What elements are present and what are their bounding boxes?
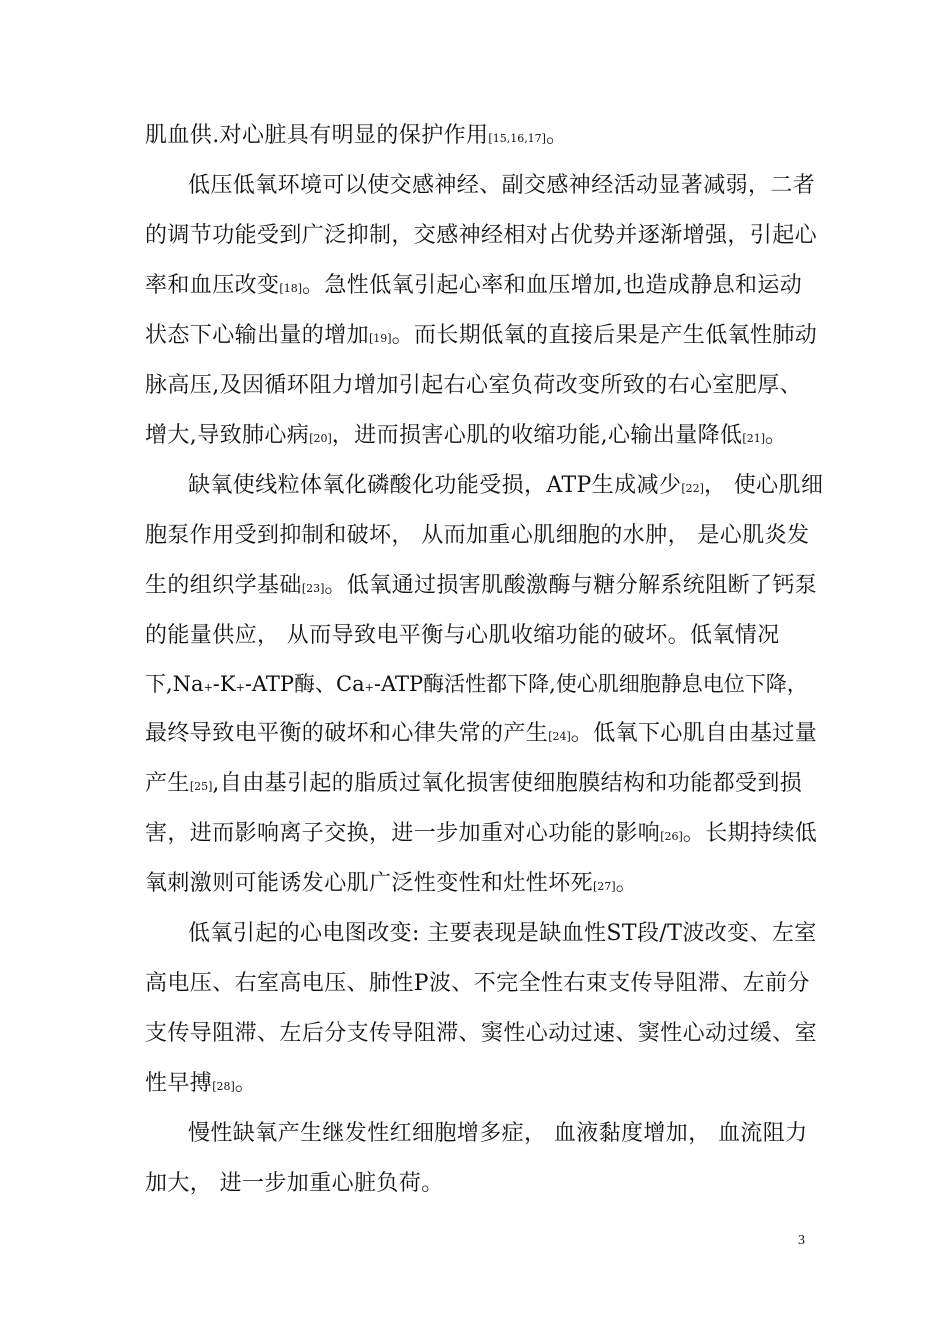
- text-line: 的调节功能受到广泛抑制，交感神经相对占优势并逐渐增强，引起心: [145, 223, 818, 248]
- text-line: 支传导阻滞、左后分支传导阻滞、窦性心动过速、窦性心动过缓、室: [145, 1021, 818, 1046]
- citation: [28]: [212, 1080, 235, 1093]
- paragraph-first-line: 低氧引起的心电图改变: 主要表现是缺血性ST段/T波改变、左室: [188, 921, 817, 946]
- citation: [25]: [189, 780, 213, 793]
- citation: [27]: [593, 880, 616, 893]
- ion-charge: +: [203, 681, 213, 694]
- paragraph-first-line: 慢性缺氧产生继发性红细胞增多症， 血液黏度增加， 血流阻力: [188, 1121, 808, 1146]
- citation: [19]: [369, 332, 392, 345]
- text-line: 脉高压,及因循环阻力增加引起右心室负荷改变所致的右心室肥厚、: [145, 373, 802, 398]
- citation: [23]: [301, 582, 325, 595]
- text-line: 生的组织学基础[23]。低氧通过损害肌酸激酶与糖分解系统阻断了钙泵: [145, 573, 818, 598]
- text-line: 性早搏[28]。: [145, 1071, 258, 1096]
- citation: [20]: [309, 432, 332, 445]
- text-line: 胞泵作用受到抑制和破坏， 从而加重心肌细胞的水肿， 是心肌炎发: [145, 523, 810, 548]
- text-line: 氧刺激则可能诱发心肌广泛性变性和灶性坏死[27]。: [145, 871, 639, 896]
- paragraph-first-line: 缺氧使线粒体氧化磷酸化功能受损，ATP生成减少[22]， 使心肌细: [188, 473, 824, 498]
- paragraph-first-line: 低压低氧环境可以使交感神经、副交感神经活动显著减弱，二者: [188, 173, 816, 198]
- citation: [15,16,17]: [488, 132, 546, 145]
- text-line: 肌血供.对心脏具有明显的保护作用[15,16,17]。: [145, 123, 569, 148]
- text-line: 最终导致电平衡的破坏和心律失常的产生[24]。低氧下心肌自由基过量: [145, 721, 818, 746]
- citation: [26]: [660, 830, 683, 843]
- text-line: 的能量供应， 从而导致电平衡与心肌收缩功能的破坏。低氧情况: [145, 623, 780, 648]
- text-line: 害，进而影响离子交换，进一步加重对心功能的影响[26]。长期持续低: [145, 821, 818, 846]
- text-line: 状态下心输出量的增加[19]。而长期低氧的直接后果是产生低氧性肺动: [145, 323, 818, 348]
- citation: [24]: [548, 730, 571, 743]
- citation: [18]: [279, 282, 302, 295]
- text-line: 产生[25],自由基引起的脂质过氧化损害使细胞膜结构和功能都受到损: [145, 771, 803, 796]
- ion-charge: +: [235, 681, 245, 694]
- ion-charge: +: [364, 681, 374, 694]
- citation: [21]: [742, 432, 765, 445]
- page-number: 3: [798, 1233, 805, 1248]
- text-line: 增大,导致肺心病[20]，进而损害心肌的收缩功能,心输出量降低[21]。: [145, 423, 788, 448]
- text-line: 率和血压改变[18]。急性低氧引起心率和血压增加,也造成静息和运动: [145, 273, 803, 298]
- text-line: 下,Na+-K+-ATP酶、Ca+-ATP酶活性都下降,使心肌细胞静息电位下降，: [145, 672, 808, 696]
- citation: [22]: [681, 482, 704, 495]
- text-line: 加大， 进一步加重心脏负荷。: [145, 1171, 444, 1196]
- text-line: 高电压、右室高电压、肺性P波、不完全性右束支传导阻滞、左前分: [145, 971, 810, 996]
